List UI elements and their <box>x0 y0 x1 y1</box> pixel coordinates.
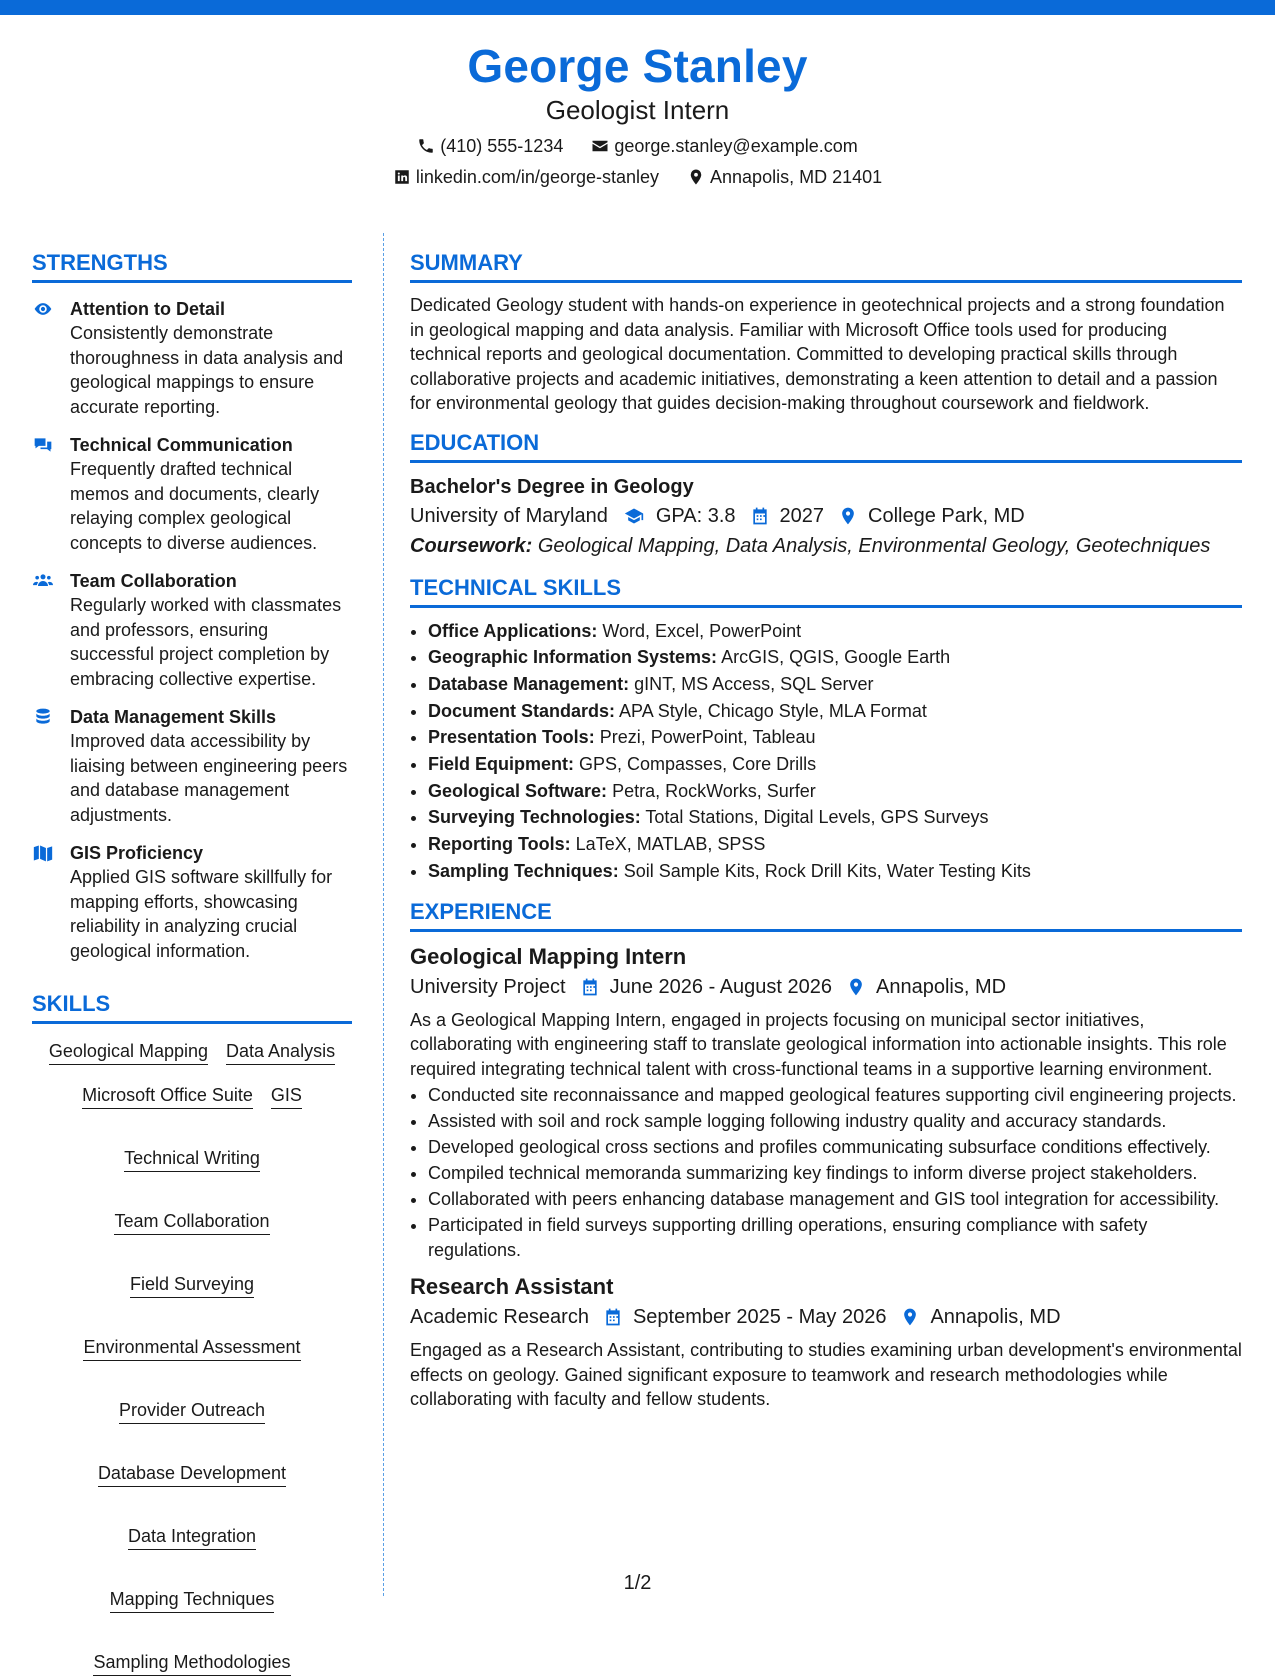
list-item <box>428 858 1242 885</box>
users-icon <box>32 571 54 591</box>
list-item: • Assisted with soil and rock sample logging following industry quality and accuracy standards. <box>428 1109 1242 1134</box>
skill-values: gINT, MS Access, SQL Server <box>634 673 874 694</box>
skill-values: APA Style, Chicago Style, MLA Format <box>619 700 927 721</box>
job-meta <box>410 972 1242 1002</box>
list-item: • Collaborated with peers enhancing database management and GIS tool integration for accessibility. <box>428 1187 1242 1212</box>
skill-category: Field Equipment: <box>428 754 574 775</box>
skill-values: Word, Excel, PowerPoint <box>602 620 802 641</box>
list-item <box>428 698 1242 725</box>
skill-tag: Data Integration <box>128 1525 256 1550</box>
location-text: Annapolis, MD 21401 <box>710 167 883 187</box>
school-location: College Park, MD <box>868 504 1025 527</box>
strength-desc: Regularly worked with classmates and professors, ensuring successful project completion by embracing collective expertise. <box>70 595 342 689</box>
job-org: University Project <box>410 975 566 998</box>
strength-desc: Applied GIS software skillfully for mapping efforts, showcasing reliability in analyzing crucial geological information. <box>70 867 333 961</box>
strength-title: Team Collaboration <box>70 571 237 591</box>
skill-tag: Provider Outreach <box>119 1399 265 1424</box>
skills-heading: SKILLS <box>32 989 352 1024</box>
skill-values: LaTeX, MATLAB, SPSS <box>575 834 766 855</box>
strength-title: Technical Communication <box>70 435 293 455</box>
strength-desc: Consistently demonstrate thoroughness in data analysis and geological mappings to ensure accurate reporting. <box>70 323 344 417</box>
strength-title: Attention to Detail <box>70 299 225 319</box>
job-bullets <box>410 1083 1242 1262</box>
list-item: • Conducted site reconnaissance and mapped geological features supporting civil engineering projects. <box>428 1083 1242 1108</box>
list-item <box>428 751 1242 778</box>
strength-item <box>32 569 352 691</box>
contact-row-2 <box>0 165 1275 189</box>
list-item <box>428 778 1242 805</box>
coursework-line <box>410 531 1242 561</box>
list-item <box>428 724 1242 751</box>
gpa-value: GPA: 3.8 <box>655 504 736 527</box>
skill-tag: Data Analysis <box>226 1040 335 1065</box>
skill-category: Geological Software: <box>428 780 608 801</box>
job-dates: June 2026 - August 2026 <box>609 975 833 998</box>
skill-category: Surveying Technologies: <box>428 807 641 828</box>
strength-item <box>32 705 352 827</box>
strength-title: GIS Proficiency <box>70 843 204 863</box>
strength-desc: Improved data accessibility by liaising between engineering peers and database management adjustments. <box>70 731 348 825</box>
skill-tag: GIS <box>271 1084 302 1109</box>
graduation-year: 2027 <box>779 504 825 527</box>
strength-item <box>32 433 352 555</box>
experience-heading: EXPERIENCE <box>410 897 1242 932</box>
skill-tag: Field Surveying <box>130 1273 254 1298</box>
skill-category: Presentation Tools: <box>428 727 595 748</box>
graduation-cap-icon <box>622 506 646 526</box>
skill-values: ArcGIS, QGIS, Google Earth <box>721 647 951 668</box>
job-title: Geological Mapping Intern <box>410 943 687 969</box>
technical-skills-heading: TECHNICAL SKILLS <box>410 573 1242 608</box>
job-location: Annapolis, MD <box>930 1306 1061 1329</box>
strength-item <box>32 297 352 419</box>
job-location: Annapolis, MD <box>876 975 1007 998</box>
education-heading: EDUCATION <box>410 428 1242 463</box>
envelope-icon <box>591 137 609 155</box>
skill-values: Prezi, PowerPoint, Tableau <box>599 727 816 748</box>
job-description: Engaged as a Research Assistant, contributing to studies examining urban development's environmental effects on geology. Gained significant exposure to teamwork and research methodologies while collaborating with faculty and fellow students. <box>410 1340 1242 1410</box>
skill-values: GPS, Compasses, Core Drills <box>579 754 817 775</box>
calendar-icon <box>580 977 600 997</box>
summary-heading: SUMMARY <box>410 248 1242 283</box>
skill-tag: Technical Writing <box>124 1147 260 1172</box>
comments-icon <box>32 435 54 455</box>
phone-contact[interactable] <box>417 134 563 158</box>
job-title: Research Assistant <box>410 1274 614 1300</box>
linkedin-text: linkedin.com/in/george-stanley <box>415 167 660 187</box>
list-item <box>428 644 1242 671</box>
skill-category: Reporting Tools: <box>428 834 571 855</box>
phone-icon <box>417 137 435 155</box>
contact-row-1 <box>0 134 1275 158</box>
education-meta <box>410 501 1242 531</box>
map-pin-icon <box>687 168 705 186</box>
calendar-icon <box>750 506 770 526</box>
location-contact <box>687 165 882 189</box>
job-description: As a Geological Mapping Intern, engaged in projects focusing on municipal sector initiatives, collaborating with engineering staff to translate geological information into actionable insights. This role required integrating technical talent with cross-functional teams in a supportive learning environment. <box>410 1009 1227 1079</box>
list-item: • Participated in field surveys supporting drilling operations, ensuring compliance with safety regulations. <box>428 1213 1242 1262</box>
summary-text: Dedicated Geology student with hands-on experience in geotechnical projects and a strong foundation in geological mapping and data analysis. Familiar with Microsoft Office tools used for producing technical reports and geological documentation. Committed to developing practical skills through collaborative projects and academic initiatives, demonstrating a keen attention to detail and a passion for environmental geology that guides decision-making throughout coursework and fieldwork. <box>410 295 1225 413</box>
skill-values: Total Stations, Digital Levels, GPS Surveys <box>645 807 989 828</box>
technical-skills-list <box>410 618 1242 885</box>
job-meta <box>410 1302 1242 1332</box>
list-item <box>428 804 1242 831</box>
calendar-icon <box>603 1307 623 1327</box>
skill-tag: Team Collaboration <box>114 1210 269 1235</box>
job-org: Academic Research <box>410 1306 589 1329</box>
map-pin-icon <box>838 506 858 526</box>
database-icon <box>32 707 54 727</box>
map-pin-icon <box>846 977 866 997</box>
strength-item <box>32 841 352 963</box>
skill-category: Database Management: <box>428 673 630 694</box>
email-text: george.stanley@example.com <box>614 136 858 156</box>
map-icon <box>32 843 54 863</box>
candidate-title: Geologist Intern <box>545 95 730 125</box>
skill-tag: Microsoft Office Suite <box>82 1084 253 1109</box>
strength-desc: Frequently drafted technical memos and documents, clearly relaying complex geological concepts to diverse audiences. <box>70 459 320 553</box>
list-item: • Developed geological cross sections and profiles communicating subsurface conditions effectively. <box>428 1135 1242 1160</box>
strengths-heading: STRENGTHS <box>32 248 352 283</box>
top-accent-bar <box>0 0 1275 15</box>
list-item: • Compiled technical memoranda summarizing key findings to inform diverse project stakeholders. <box>428 1161 1242 1186</box>
resume-header <box>0 40 1275 189</box>
skill-values: Soil Sample Kits, Rock Drill Kits, Water Testing Kits <box>623 860 1031 881</box>
skill-values: Petra, RockWorks, Surfer <box>612 780 816 801</box>
page-number: 1/2 <box>623 1572 652 1594</box>
skill-category: Sampling Techniques: <box>428 860 619 881</box>
list-item <box>428 831 1242 858</box>
linkedin-icon <box>393 168 411 186</box>
column-divider <box>383 233 384 1596</box>
skill-tag: Geological Mapping <box>49 1040 208 1065</box>
list-item <box>428 618 1242 645</box>
right-column <box>410 248 1242 1412</box>
coursework-label: Coursework: <box>410 534 533 557</box>
skill-tag: Sampling Methodologies <box>93 1651 290 1676</box>
school-name: University of Maryland <box>410 504 608 527</box>
phone-text: (410) 555-1234 <box>440 136 564 156</box>
linkedin-contact[interactable] <box>393 165 659 189</box>
degree-title: Bachelor's Degree in Geology <box>410 475 694 498</box>
map-pin-icon <box>900 1307 920 1327</box>
strength-title: Data Management Skills <box>70 707 277 727</box>
skill-tag: Environmental Assessment <box>83 1336 300 1361</box>
skill-category: Office Applications: <box>428 620 598 641</box>
skill-category: Geographic Information Systems: <box>428 647 718 668</box>
skill-category: Document Standards: <box>428 700 616 721</box>
list-item <box>428 671 1242 698</box>
left-column <box>32 248 352 1676</box>
job-entry <box>410 1272 1242 1412</box>
email-contact[interactable] <box>591 134 857 158</box>
candidate-name: George Stanley <box>467 40 808 92</box>
skill-tag: Database Development <box>98 1462 286 1487</box>
eye-icon <box>32 299 54 319</box>
job-entry <box>410 942 1242 1263</box>
job-dates: September 2025 - May 2026 <box>632 1306 887 1329</box>
coursework-list: Geological Mapping, Data Analysis, Environmental Geology, Geotechniques <box>537 534 1211 557</box>
skill-tag: Mapping Techniques <box>110 1588 275 1613</box>
